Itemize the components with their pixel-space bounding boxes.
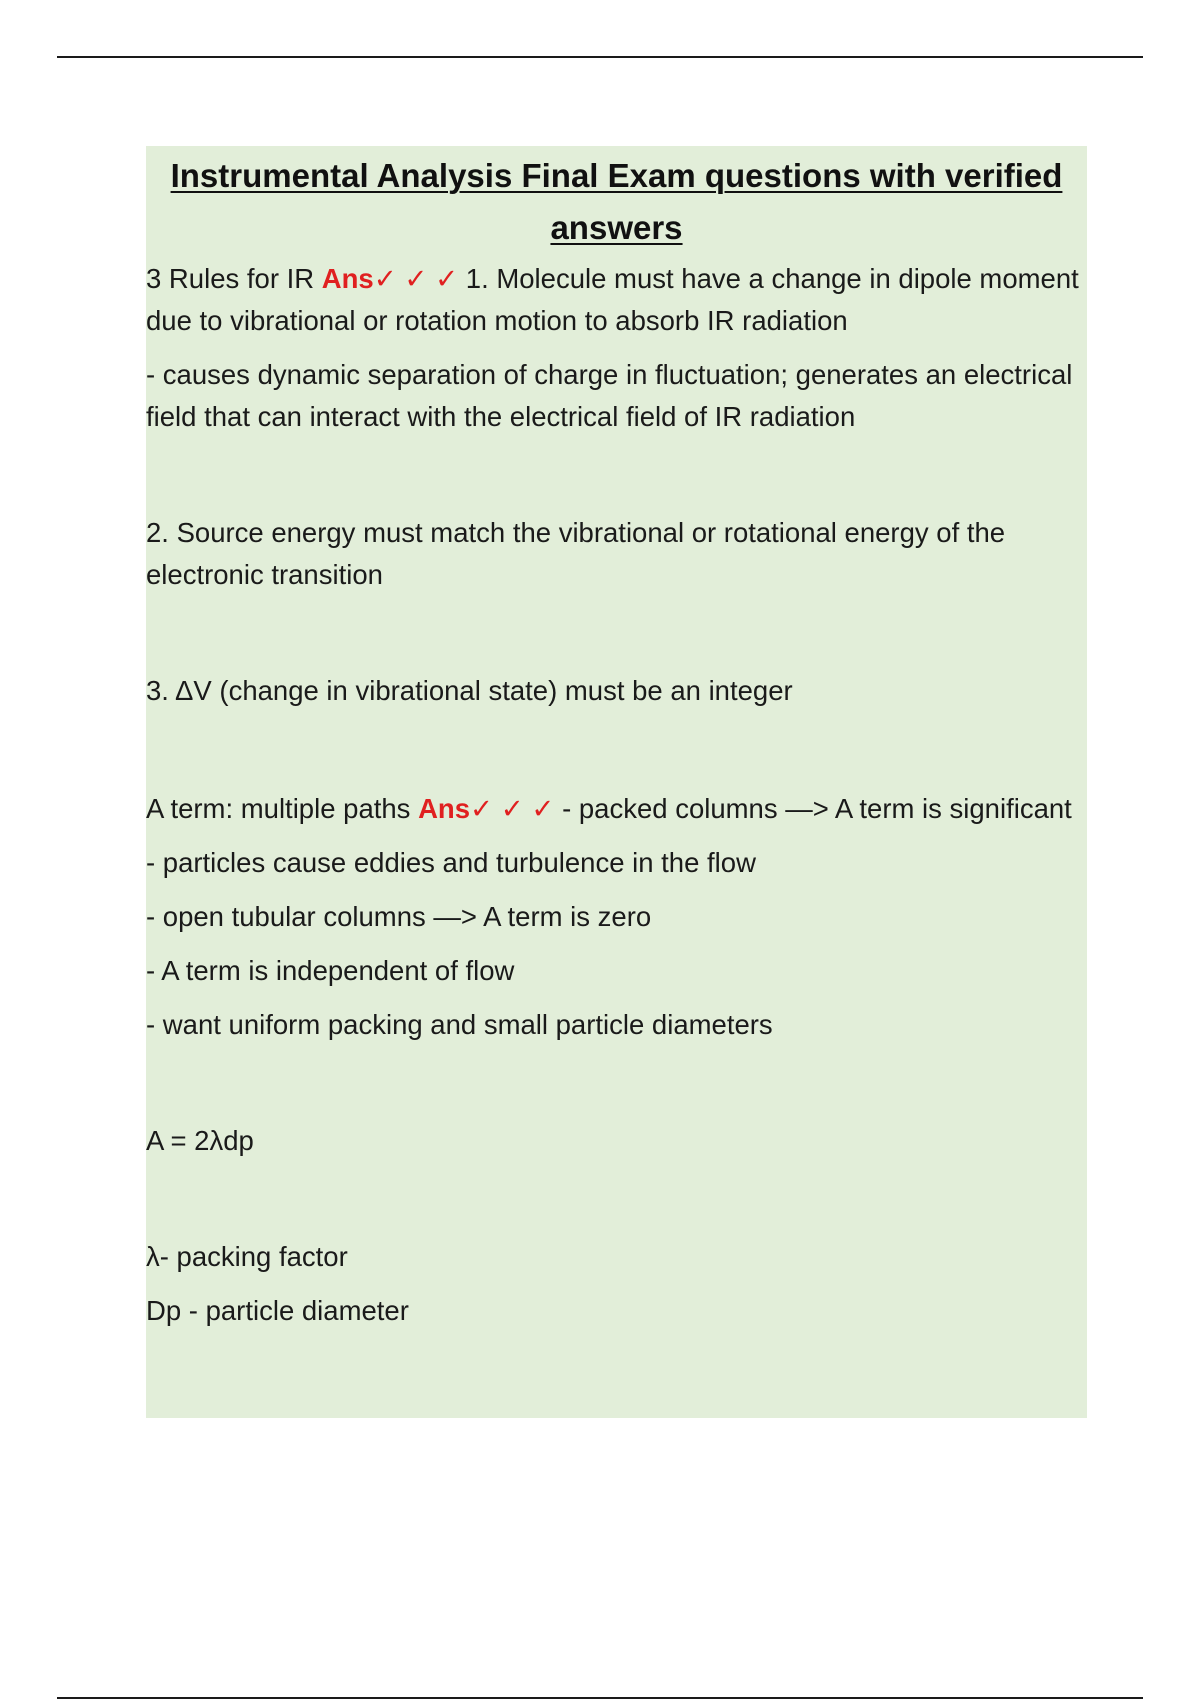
answer-line: - open tubular columns —> A term is zero: [146, 901, 652, 932]
page-footer-rule: [57, 1697, 1143, 1699]
question-a-term: [146, 788, 1087, 830]
definition-line: λ- packing factor: [146, 1241, 348, 1272]
definition-line: Dp - particle diameter: [146, 1295, 409, 1326]
check-marks-icon: ✓ ✓ ✓: [373, 263, 459, 294]
document-content: [146, 146, 1087, 1418]
page-header-rule: [57, 56, 1143, 58]
answer-line: - particles cause eddies and turbulence in the flow: [146, 847, 756, 878]
question-ir-rules: [146, 258, 1087, 342]
answer-marker: Ans: [418, 793, 471, 824]
answer-line: 3. ΔV (change in vibrational state) must be an integer: [146, 675, 793, 706]
document-title: Instrumental Analysis Final Exam questions with verified answers: [170, 157, 1063, 246]
answer-marker: Ans: [321, 263, 374, 294]
formula-line: A = 2λdp: [146, 1125, 254, 1156]
question-text: A term: multiple paths: [146, 793, 411, 824]
answer-text: 1. Molecule must have a change in dipole moment due to vibrational or rotation motion to absorb IR radiation: [146, 263, 1079, 336]
question-text: 3 Rules for IR: [146, 263, 315, 294]
check-marks-icon: ✓ ✓ ✓: [470, 793, 555, 824]
answer-line: - want uniform packing and small particle diameters: [146, 1009, 773, 1040]
answer-text: - packed columns —> A term is significant: [562, 793, 1072, 824]
answer-line: 2. Source energy must match the vibrational or rotational energy of the electronic transition: [146, 517, 1006, 590]
answer-line: - causes dynamic separation of charge in fluctuation; generates an electrical field that can interact with the electrical field of IR radiation: [146, 359, 1073, 432]
answer-line: - A term is independent of flow: [146, 955, 515, 986]
